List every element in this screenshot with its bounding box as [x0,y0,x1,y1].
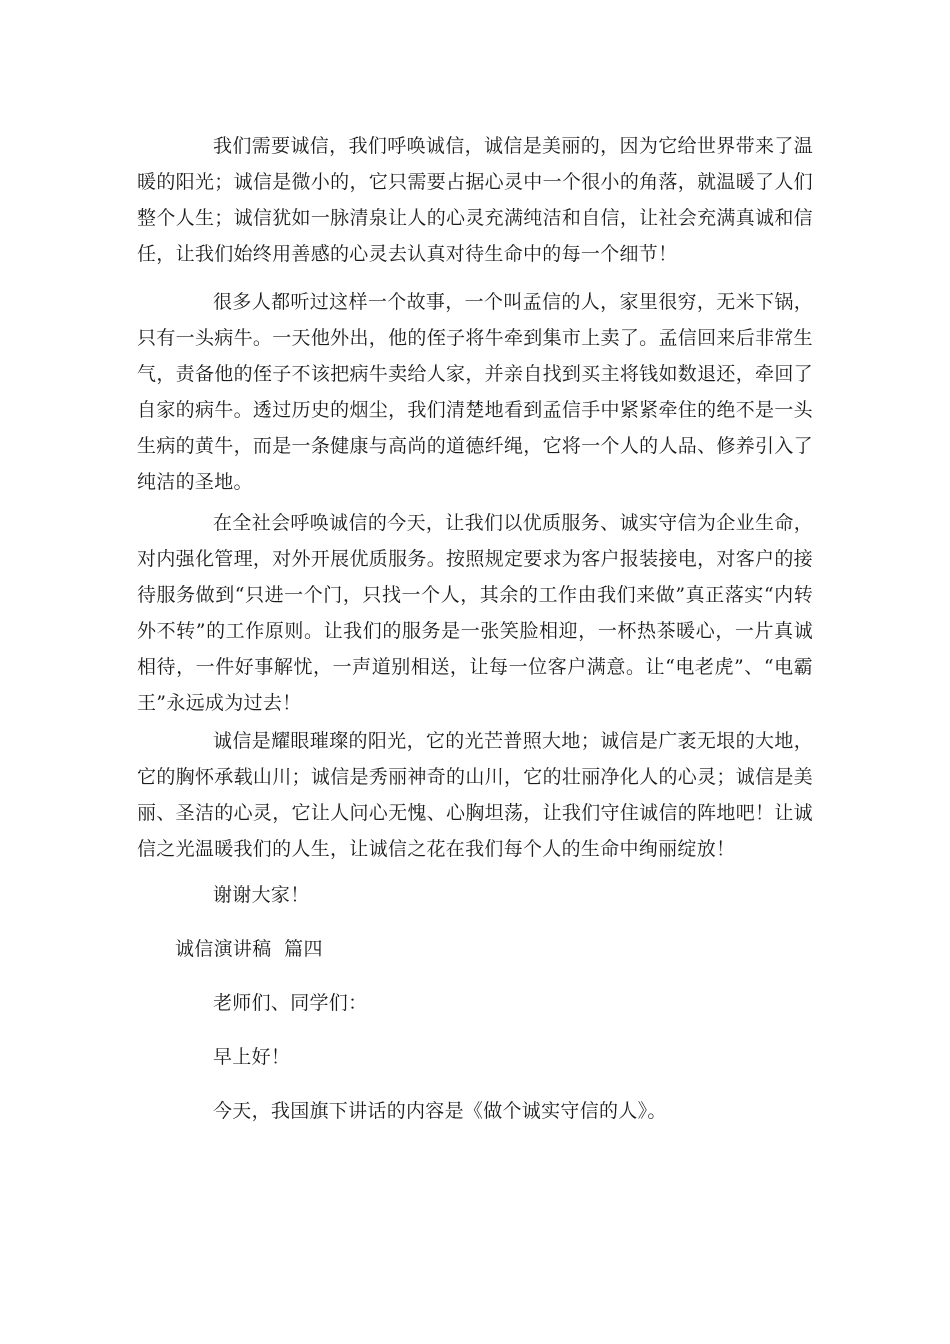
closing-text: 谢谢大家！ [213,884,310,906]
salutation-text: 老师们、同学们： [213,992,368,1014]
paragraph-4: 诚信是耀眼璀璨的阳光，它的光芒普照大地；诚信是广袤无垠的大地，它的胸怀承载山川；诚信是秀丽神奇的山川，它的壮丽净化人的心灵；诚信是美丽、圣洁的心灵，它让人问心无愧、心胸坦荡，让我们守住诚信的阵地吧！让诚信之光温暖我们的人生，让诚信之花在我们每个人的生命中绚丽绽放！ [137,730,813,860]
section-heading: 诚信演讲稿 篇四 [175,938,323,960]
paragraph-2: 很多人都听过这样一个故事，一个叫孟信的人，家里很穷，无米下锅，只有一头病牛。一天他外出，他的侄子将牛牵到集市上卖了。孟信回来后非常生气，责备他的侄子不该把病牛卖给人家，并亲自找到买主将钱如数退还，牵回了自家的病牛。透过历史的烟尘，我们清楚地看到孟信手中紧紧牵住的绝不是一头生病的黄牛，而是一条健康与高尚的道德纤绳，它将一个人的人品、修养引入了纯洁的圣地。 [137,291,813,493]
paragraph-1: 我们需要诚信，我们呼唤诚信，诚信是美丽的，因为它给世界带来了温暖的阳光；诚信是微小的，它只需要占据心灵中一个很小的角落，就温暖了人们整个人生；诚信犹如一脉清泉让人的心灵充满纯洁和自信，让社会充满真诚和信任，让我们始终用善感的心灵去认真对待生命中的每一个细节！ [137,135,813,265]
greeting-text: 早上好！ [213,1046,291,1068]
paragraph-3: 在全社会呼唤诚信的今天，让我们以优质服务、诚实守信为企业生命，对内强化管理，对外开展优质服务。按照规定要求为客户报装接电，对客户的接待服务做到“只进一个门，只找一个人，其余的工作由我们来做”真正落实“内转外不转”的工作原则。让我们的服务是一张笑脸相迎，一杯热茶暖心，一片真诚相待，一件好事解忧，一声道别相送，让每一位客户满意。让“电老虎”、“电霸王”永远成为过去！ [137,512,813,714]
intro-text: 今天，我国旗下讲话的内容是《做个诚实守信的人》。 [213,1100,667,1122]
